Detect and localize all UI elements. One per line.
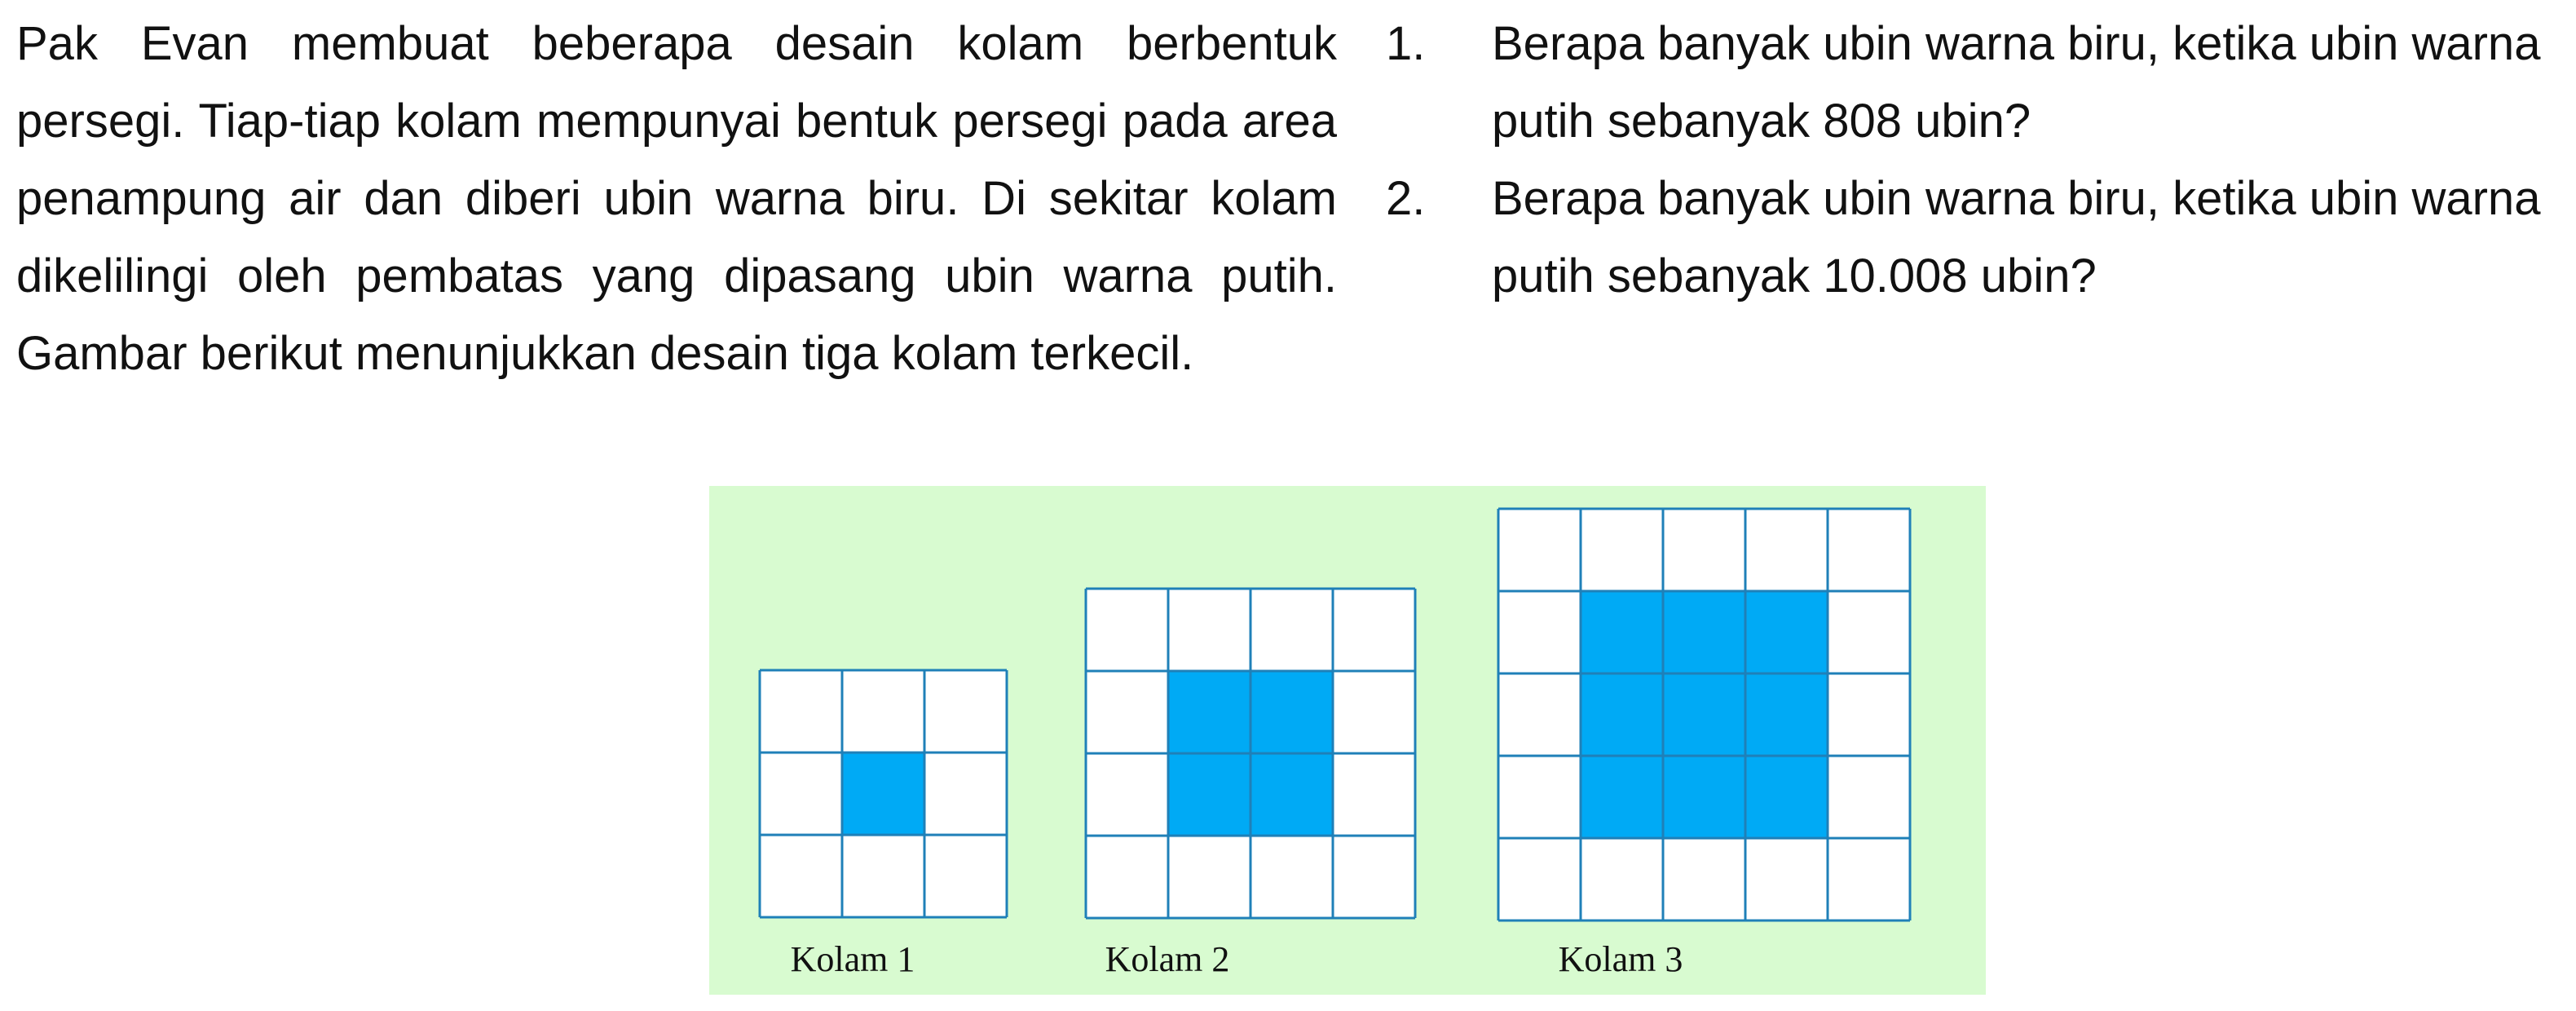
white-tile (842, 835, 924, 917)
white-tile (1498, 591, 1581, 673)
white-tile (1333, 836, 1415, 918)
white-tile (1828, 591, 1910, 673)
white-tile (1498, 756, 1581, 838)
blue-tile (1745, 673, 1828, 756)
white-tile (1498, 838, 1581, 920)
question-text: Berapa banyak ubin warna biru, ketika ubin warna putih sebanyak 10.008 ubin? (1492, 172, 2541, 302)
white-tile (1745, 838, 1828, 920)
white-tile (1086, 671, 1168, 753)
white-tile (1168, 836, 1251, 918)
white-tile (1745, 509, 1828, 591)
pool-caption-1: Kolam 1 (790, 939, 915, 979)
question-item (1386, 5, 2560, 160)
white-tile (1581, 838, 1663, 920)
blue-tile (842, 753, 924, 835)
white-tile (760, 835, 842, 917)
white-tile (1498, 673, 1581, 756)
white-tile (1581, 509, 1663, 591)
blue-tile (1663, 756, 1745, 838)
white-tile (1828, 838, 1910, 920)
white-tile (924, 753, 1007, 835)
white-tile (1251, 589, 1333, 671)
white-tile (1828, 756, 1910, 838)
white-tile (842, 670, 924, 753)
white-tile (1333, 671, 1415, 753)
pool-grid-1 (758, 669, 1008, 919)
blue-tile (1581, 673, 1663, 756)
blue-tile (1663, 591, 1745, 673)
white-tile (1333, 753, 1415, 836)
blue-tile (1168, 753, 1251, 836)
question-item (1386, 160, 2560, 315)
question-list (1386, 5, 2560, 315)
pool-designs-figure (709, 486, 1986, 995)
white-tile (1086, 753, 1168, 836)
problem-statement: Pak Evan membuat beberapa desain kolam berbentuk persegi. Tiap-tiap kolam mempunyai bentuk persegi pada area penampung air dan diberi ubin warna biru. Di sekitar kolam dikelilingi oleh pembatas yang dipasang ubin warna putih. Gambar berikut menunjukkan desain tiga kolam terkecil. (16, 17, 1337, 380)
blue-tile (1745, 591, 1828, 673)
blue-tile (1663, 673, 1745, 756)
white-tile (760, 670, 842, 753)
blue-tile (1251, 671, 1333, 753)
question-number: 2. (1386, 172, 1426, 225)
blue-tile (1168, 671, 1251, 753)
question-text: Berapa banyak ubin warna biru, ketika ubin warna putih sebanyak 808 ubin? (1492, 17, 2541, 148)
white-tile (1086, 589, 1168, 671)
pool-grid-3 (1497, 507, 1912, 922)
white-tile (1086, 836, 1168, 918)
white-tile (1498, 509, 1581, 591)
white-tile (1663, 838, 1745, 920)
pool-caption-2: Kolam 2 (1105, 939, 1230, 979)
white-tile (1168, 589, 1251, 671)
blue-tile (1581, 756, 1663, 838)
white-tile (760, 753, 842, 835)
pool-caption-3: Kolam 3 (1558, 939, 1683, 979)
white-tile (1828, 673, 1910, 756)
pool-grid-2 (1084, 587, 1417, 920)
white-tile (1828, 509, 1910, 591)
white-tile (1663, 509, 1745, 591)
white-tile (924, 835, 1007, 917)
blue-tile (1745, 756, 1828, 838)
blue-tile (1251, 753, 1333, 836)
white-tile (924, 670, 1007, 753)
blue-tile (1581, 591, 1663, 673)
question-number: 1. (1386, 17, 1426, 70)
white-tile (1333, 589, 1415, 671)
white-tile (1251, 836, 1333, 918)
